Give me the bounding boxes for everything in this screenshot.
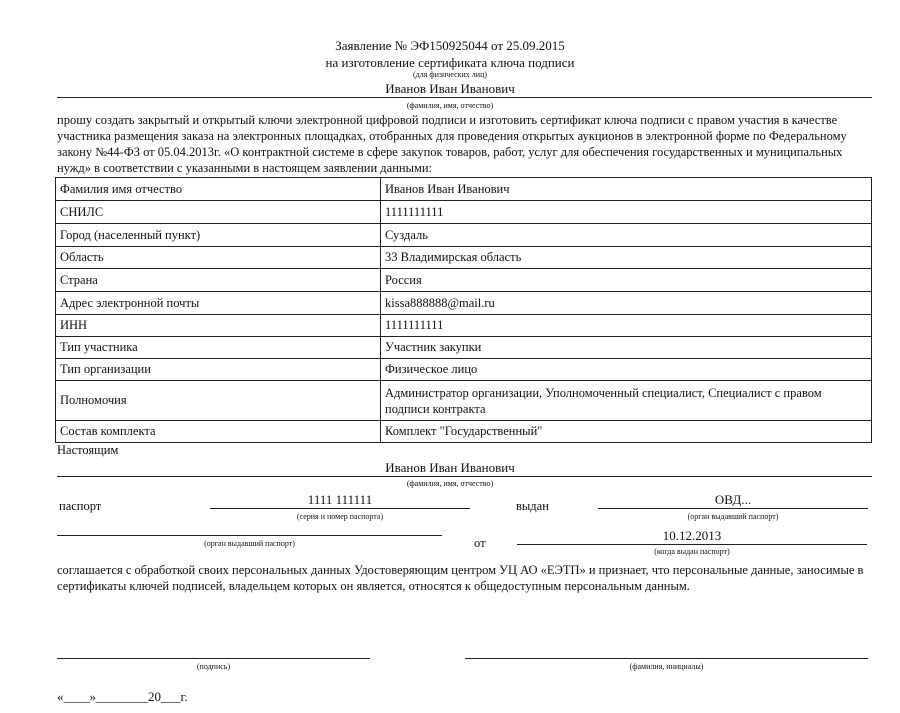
applicant-type-caption: (для физических лиц) [412, 70, 488, 79]
table-row [56, 337, 872, 359]
issued-by-line-2 [57, 535, 442, 536]
row-value-email: kissa888888@mail.ru [381, 292, 872, 315]
row-label-country: Страна [56, 269, 381, 292]
passport-number: 1111 111111 [307, 492, 373, 507]
row-value-city: Суздаль [381, 224, 872, 247]
applicant-name-caption: (фамилия, имя, отчество) [406, 101, 494, 110]
table-row [56, 201, 872, 224]
signature-caption: (подпись) [196, 662, 231, 671]
issued-by-caption-2: (орган выдавший паспорт) [204, 539, 295, 548]
from-label: от [474, 536, 486, 550]
row-value-country: Россия [381, 269, 872, 292]
document-title: Заявление № ЭФ150925044 от 25.09.2015 [335, 38, 565, 53]
row-label-city: Город (населенный пункт) [56, 224, 381, 247]
row-value-inn: 1111111111 [381, 315, 872, 337]
row-label-email: Адрес электронной почты [56, 292, 381, 315]
issue-date: 10.12.2013 [662, 528, 722, 543]
row-value-region: 33 Владимирская область [381, 247, 872, 269]
row-value-org-type: Физическое лицо [381, 359, 872, 381]
request-text: прошу создать закрытый и открытый ключи электронной цифровой подписи и изготовить сертификат ключа подписи с правом участия в качестве участника размещения заказа на электронных площадках, отобранных для проведения открытых аукционов в электронной форме по Федеральному закону №44-ФЗ от 05.04.2013г. «О контрактной системе в сфере закупок товаров, работ, услуг для обеспечения государственных и муниципальных нужд» в соответствии с указанными в настоящем заявлении данными: [57, 113, 847, 175]
table-row [56, 224, 872, 247]
issue-date-caption: (когда выдан паспорт) [654, 547, 730, 556]
consent-text: соглашается с обработкой своих персональных данных Удостоверяющим центром УЦ АО «ЕЭТП» и признает, что персональные данные, заносимые в сертификаты ключей подписей, владельцем которых он является, относятся к общедоступным персональным данным. [57, 563, 864, 593]
issued-by: ОВД... [714, 492, 752, 507]
applicant-name: Иванов Иван Иванович [385, 81, 515, 96]
row-label-org-type: Тип организации [56, 359, 381, 381]
row-value-snils: 1111111111 [381, 201, 872, 224]
row-label-snils: СНИЛС [56, 201, 381, 224]
row-label-participant-type: Тип участника [56, 337, 381, 359]
table-row [56, 178, 872, 201]
row-value-permissions: Администратор организации, Уполномоченный специалист, Специалист с правом подписи контракта [381, 381, 872, 421]
table-row [56, 315, 872, 337]
row-label-permissions: Полномочия [56, 381, 381, 421]
initials-line[interactable] [465, 658, 868, 659]
table-row [56, 269, 872, 292]
consent-intro: Настоящим [57, 443, 119, 457]
passport-number-line [210, 508, 470, 509]
table-row [56, 421, 872, 443]
issued-label: выдан [516, 499, 549, 513]
issued-by-line [598, 508, 868, 509]
row-value-participant-type: Участник закупки [381, 337, 872, 359]
issued-by-caption: (орган выдавший паспорт) [687, 512, 779, 521]
table-row [56, 359, 872, 381]
row-value-kit: Комплект "Государственный" [381, 421, 872, 443]
issue-date-line [517, 544, 867, 545]
passport-label: паспорт [59, 499, 102, 513]
initials-caption: (фамилия, инициалы) [629, 662, 704, 671]
consent-name-line [57, 476, 872, 477]
table-row [56, 247, 872, 269]
passport-number-caption: (серия и номер паспорта) [296, 512, 384, 521]
consent-name: Иванов Иван Иванович [385, 460, 515, 475]
consent-name-caption: (фамилия, имя, отчество) [406, 479, 494, 488]
applicant-name-line [57, 97, 872, 98]
row-value-fio: Иванов Иван Иванович [381, 178, 872, 201]
row-label-region: Область [56, 247, 381, 269]
document-subtitle: на изготовление сертификата ключа подписи [325, 55, 575, 70]
row-label-kit: Состав комплекта [56, 421, 381, 443]
table-row [56, 292, 872, 315]
table-row [56, 381, 872, 421]
row-label-inn: ИНН [56, 315, 381, 337]
row-label-fio: Фамилия имя отчество [56, 178, 381, 201]
signature-line[interactable] [57, 658, 370, 659]
applicant-data-table [55, 177, 872, 443]
date-placeholder: «____»________20___г. [57, 689, 188, 704]
